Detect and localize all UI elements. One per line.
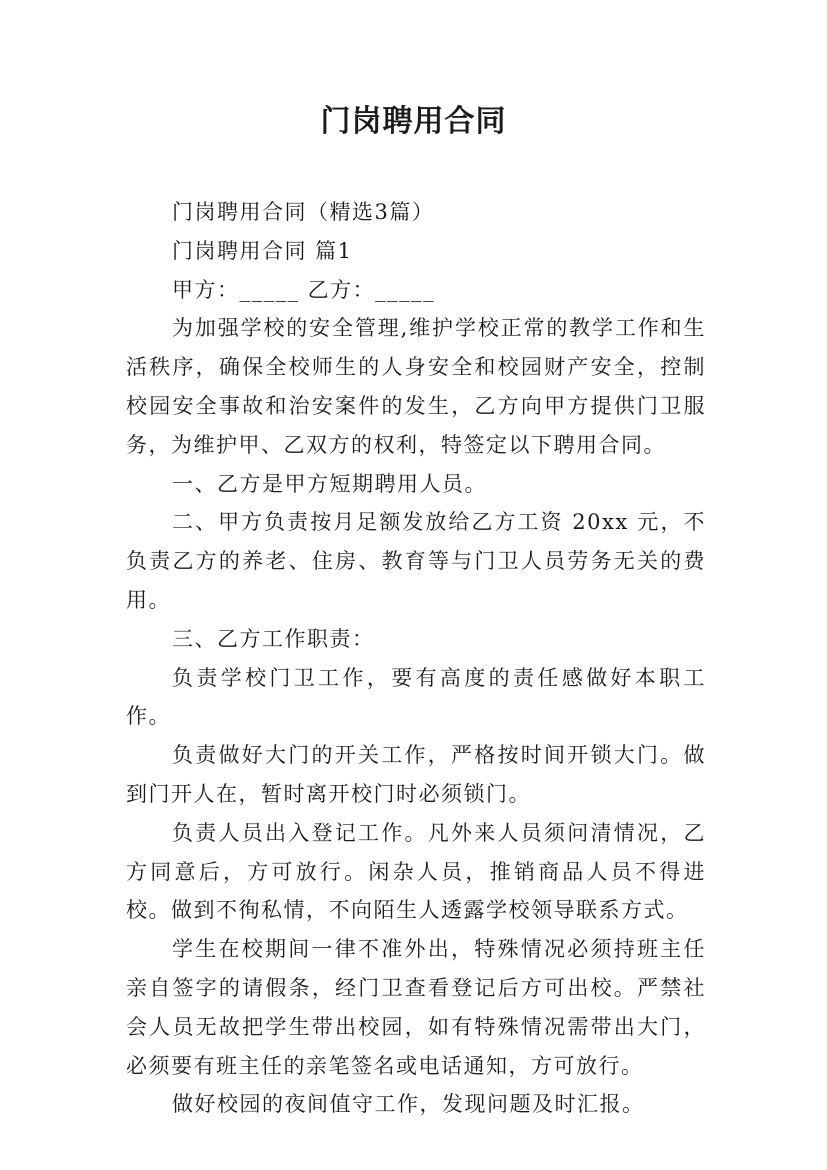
clause-three-heading: 三、乙方工作职责： <box>172 626 375 651</box>
duty-paragraph: 负责做好大门的开关工作，严格按时间开锁大门。做到门开人在，暂时离开校门时必须锁门。 <box>126 743 706 806</box>
document-body <box>126 193 706 1124</box>
duty-paragraph: 负责人员出入登记工作。凡外来人员须问清情况，乙方同意后，方可放行。闲杂人员，推销商品人员不得进校。做到不徇私情，不向陌生人透露学校领导联系方式。 <box>126 820 706 923</box>
duty-paragraph: 学生在校期间一律不准外出，特殊情况必须持班主任亲自签字的请假条，经门卫查看登记后方可出校。严禁社会人员无故把学生带出校园，如有特殊情况需带出大门，必须要有班主任的亲笔签名或电话通知，方可放行。 <box>126 937 706 1078</box>
section-heading: 门岗聘用合同 篇1 <box>172 238 353 263</box>
document-title: 门岗聘用合同 <box>320 104 507 139</box>
subtitle-selection: 门岗聘用合同（精选3篇） <box>172 200 435 224</box>
duty-paragraph: 做好校园的夜间值守工作，发现问题及时汇报。 <box>172 1092 645 1117</box>
parties-line: 甲方：_____ 乙方：_____ <box>172 277 436 302</box>
clause-two: 二、甲方负责按月足额发放给乙方工资 20xx 元，不负责乙方的养老、住房、教育等与门卫人员劳务无关的费用。 <box>126 510 706 612</box>
preamble-paragraph: 为加强学校的安全管理,维护学校正常的教学工作和生活秩序，确保全校师生的人身安全和校园财产安全，控制校园安全事故和治安案件的发生，乙方向甲方提供门卫服务，为维护甲、乙双方的权利，特签定以下聘用合同。 <box>126 316 706 457</box>
clause-one: 一、乙方是甲方短期聘用人员。 <box>172 471 487 496</box>
duty-paragraph: 负责学校门卫工作，要有高度的责任感做好本职工作。 <box>126 665 706 729</box>
